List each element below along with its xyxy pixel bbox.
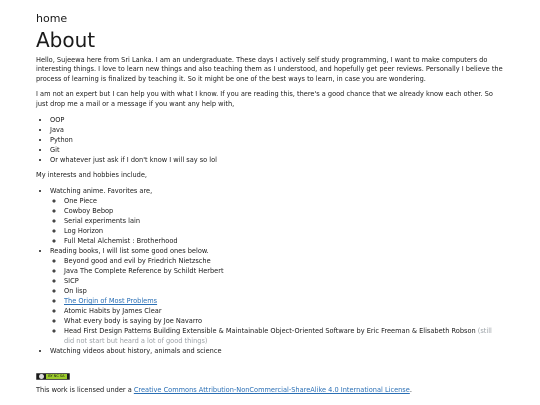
list-item	[64, 296, 504, 306]
videos-item: • Watching videos about history, animals and science	[50, 346, 504, 356]
license-prefix: This work is licensed under a	[36, 386, 134, 395]
anime-item	[50, 186, 504, 246]
list-item: ◦ Java The Complete Reference by Schildt Herbert	[64, 266, 504, 276]
license-text	[36, 386, 504, 395]
books-list	[50, 256, 504, 346]
license-suffix: .	[409, 386, 412, 395]
book-note: (still did not start but heard a lot of good things)	[64, 327, 492, 346]
home-link[interactable]: home	[36, 12, 68, 25]
cc-license-badge-icon[interactable]	[36, 373, 70, 380]
books-label: Reading books, I will list some good ones below.	[50, 247, 209, 256]
anime-label: Watching anime. Favorites are,	[50, 187, 153, 196]
list-item: • Git	[50, 145, 504, 155]
license-footer	[36, 364, 504, 395]
list-item: ◦ One Piece	[64, 196, 504, 206]
list-item: ◦ Atomic Habits by James Clear	[64, 306, 504, 316]
help-list	[36, 115, 504, 165]
cc-circle-icon	[39, 374, 44, 379]
list-item: ◦ What every body is saying by Joe Navarro	[64, 316, 504, 326]
help-paragraph: I am not an expert but I can help you with what I know. If you are reading this, there's a good chance that we already know each other. So just drop me a mail or a message if you want any help with,	[36, 90, 493, 108]
list-item: ◦ On lisp	[64, 286, 504, 296]
list-item: ◦ SICP	[64, 276, 504, 286]
origin-of-most-problems-link[interactable]: The Origin of Most Problems	[64, 297, 158, 306]
list-item: ◦ Full Metal Alchemist : Brotherhood	[64, 236, 504, 246]
list-item	[64, 326, 504, 346]
head-first-title: Head First Design Patterns Building Extensible & Maintainable Object-Oriented Software by Eric Freeman & Elisabeth Robson	[64, 327, 476, 336]
list-item: ◦ Cowboy Bebop	[64, 206, 504, 216]
list-item: • Java	[50, 125, 504, 135]
list-item: • Python	[50, 135, 504, 145]
list-item: ◦ Beyond good and evil by Friedrich Nietzsche	[64, 256, 504, 266]
license-link[interactable]: Creative Commons Attribution-NonCommercial-ShareAlike 4.0 International License	[133, 386, 410, 395]
cc-badge-text: BY NC SA	[46, 374, 67, 379]
list-item: ◦ Serial experiments lain	[64, 216, 504, 226]
page-title: About	[36, 28, 96, 52]
list-item: ◦ Log Horizon	[64, 226, 504, 236]
intro-paragraph: Hello, Sujeewa here from Sri Lanka. I am an undergraduate. These days I actively self study programming, I want to make computers do interesting things. I love to learn new things and also teaching them as I understood, and hopefully get peer reviews. Personally I believe the process of learning is finalized by teaching it. So it might be one of the best ways to learn, in case you are wondering.	[36, 56, 503, 83]
list-item: • Or whatever just ask if I don't know I will say so lol	[50, 155, 504, 165]
books-item	[50, 246, 504, 346]
anime-list	[50, 196, 504, 246]
list-item: • OOP	[50, 115, 504, 125]
interests-list	[36, 186, 504, 356]
interests-intro: My interests and hobbies include,	[36, 171, 148, 180]
